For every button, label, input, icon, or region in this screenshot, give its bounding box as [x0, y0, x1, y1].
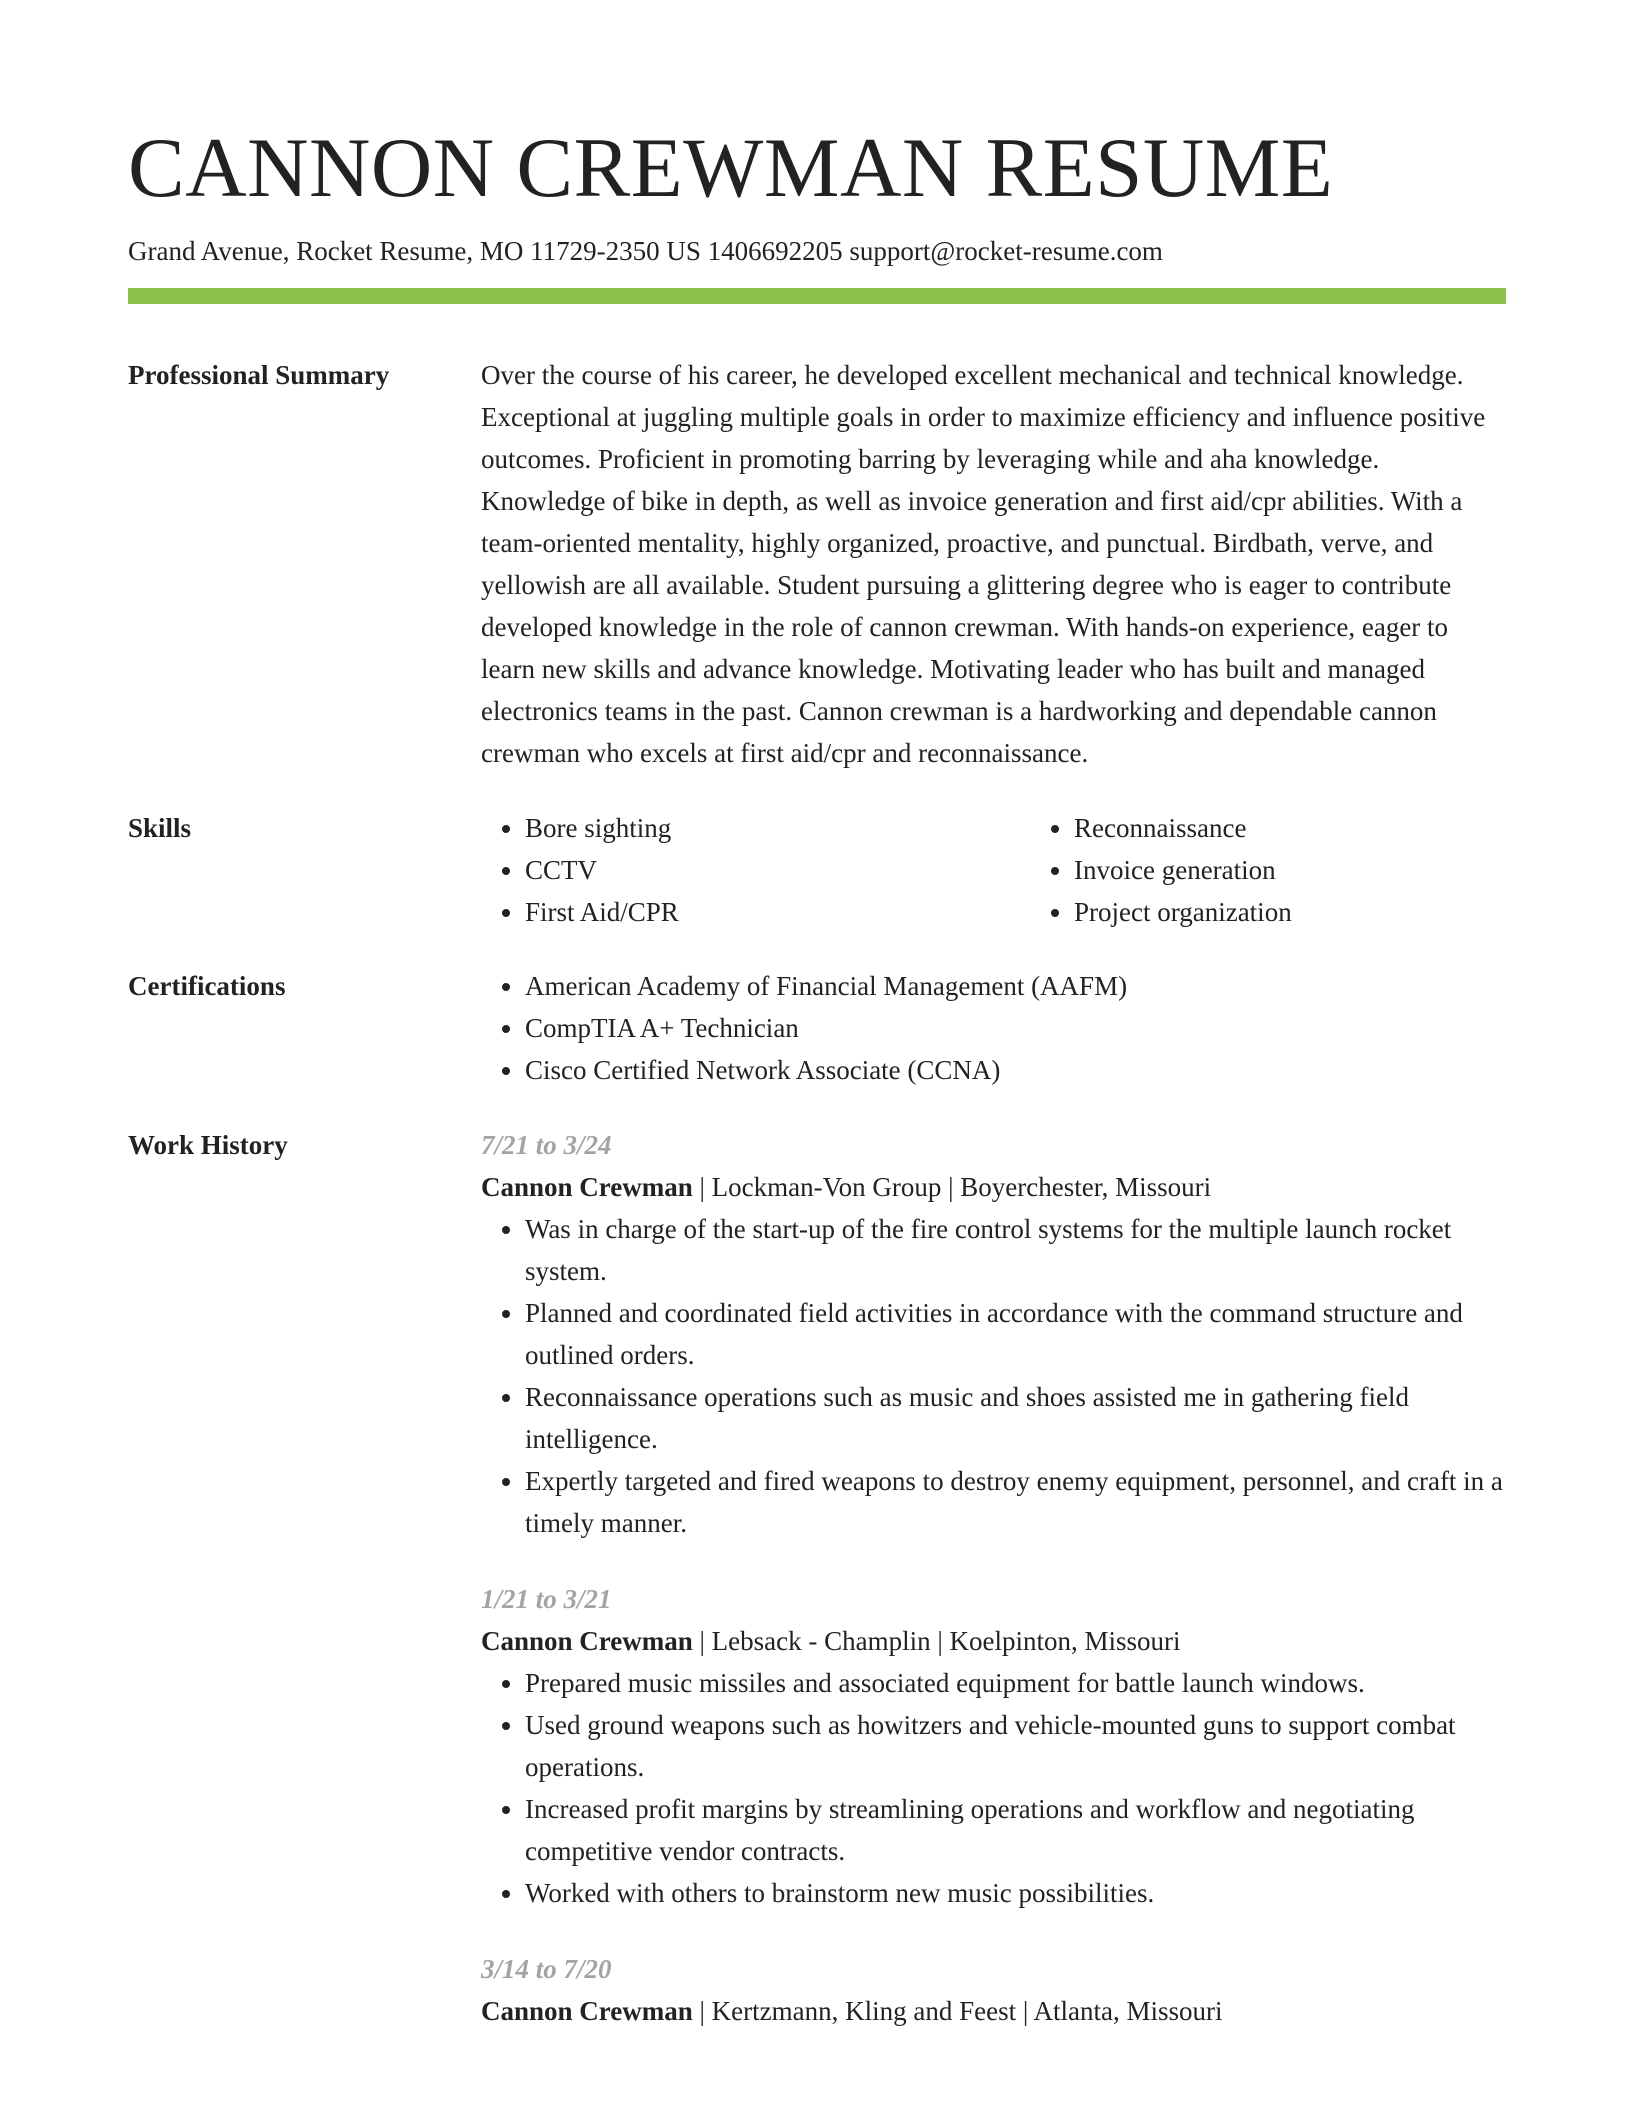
job-title-line — [481, 1620, 1506, 1662]
job-dates: 1/21 to 3/21 — [481, 1584, 612, 1614]
summary-text: Over the course of his career, he developed excellent mechanical and technical knowledge. Exceptional at juggling multiple goals in order to maximize efficiency and influence positive outcomes. Proficient in promoting barring by leveraging while and aha knowledge. Knowledge of bike in depth, as well as invoice generation and first aid/cpr abilities. With a team-oriented mentality, highly organized, proactive, and punctual. Birdbath, verve, and yellowish are all available. Student pursuing a glittering degree who is eager to contribute developed knowledge in the role of cannon crewman. With hands-on experience, eager to learn new skills and advance knowledge. Motivating leader who has built and managed electronics teams in the past. Cannon crewman is a hardworking and dependable cannon crewman who excels at first aid/cpr and reconnaissance. — [481, 360, 1486, 768]
skill-item: • First Aid/CPR — [525, 891, 1030, 933]
skills-section — [128, 807, 1506, 933]
job-title-line — [481, 1990, 1506, 2032]
job-employer-location: | Kertzmann, Kling and Feest | Atlanta, Missouri — [692, 1996, 1223, 2026]
skill-item: • Project organization — [1074, 891, 1579, 933]
certifications-heading: Certifications — [128, 971, 286, 1001]
skill-item: • Bore sighting — [525, 807, 1030, 849]
certifications-section — [128, 965, 1506, 1091]
skills-list-left — [481, 807, 1030, 933]
job-duties-list — [481, 1662, 1506, 1914]
job-duty-item: • Worked with others to brainstorm new music possibilities. — [525, 1872, 1506, 1914]
skills-list-right — [1030, 807, 1579, 933]
certification-item: • American Academy of Financial Management (AAFM) — [525, 965, 1506, 1007]
work-history-body — [481, 1124, 1506, 2066]
job-title: Cannon Crewman — [481, 1626, 693, 1656]
job-duty-item: • Was in charge of the start-up of the fire control systems for the multiple launch rocket system. — [525, 1208, 1506, 1292]
skills-heading: Skills — [128, 813, 192, 843]
job-duty-item: • Used ground weapons such as howitzers and vehicle-mounted guns to support combat operations. — [525, 1704, 1506, 1788]
skill-item: • CCTV — [525, 849, 1030, 891]
job-entry — [481, 1948, 1506, 2032]
job-duty-item: • Increased profit margins by streamlining operations and workflow and negotiating competitive vendor contracts. — [525, 1788, 1506, 1872]
certifications-list — [481, 965, 1506, 1091]
job-title: Cannon Crewman — [481, 1172, 693, 1202]
accent-divider — [128, 288, 1506, 304]
contact-line: Grand Avenue, Rocket Resume, MO 11729-2350 US 1406692205 support@rocket-resume.com — [128, 236, 1163, 266]
resume-page — [128, 0, 1506, 2066]
job-duty-item: • Expertly targeted and fired weapons to destroy enemy equipment, personnel, and craft in a timely manner. — [525, 1460, 1506, 1544]
certification-item: • Cisco Certified Network Associate (CCNA) — [525, 1049, 1506, 1091]
job-duties-list — [481, 1208, 1506, 1544]
skills-grid — [481, 807, 1579, 933]
job-duty-item: • Planned and coordinated field activities in accordance with the command structure and outlined orders. — [525, 1292, 1506, 1376]
skill-item: • Reconnaissance — [1074, 807, 1579, 849]
resume-title: CANNON CREWMAN RESUME — [128, 121, 1334, 215]
certifications-body — [481, 965, 1506, 1091]
work-history-heading: Work History — [128, 1130, 288, 1160]
job-entry — [481, 1124, 1506, 1544]
job-duty-item: • Reconnaissance operations such as music and shoes assisted me in gathering field intelligence. — [525, 1376, 1506, 1460]
job-title: Cannon Crewman — [481, 1996, 693, 2026]
job-employer-location: | Lockman-Von Group | Boyerchester, Missouri — [692, 1172, 1212, 1202]
certification-item: • CompTIA A+ Technician — [525, 1007, 1506, 1049]
work-history-section — [128, 1124, 1506, 2066]
job-employer-location: | Lebsack - Champlin | Koelpinton, Missouri — [692, 1626, 1181, 1656]
summary-section — [128, 354, 1506, 774]
summary-heading: Professional Summary — [128, 360, 390, 390]
job-duty-item: • Prepared music missiles and associated equipment for battle launch windows. — [525, 1662, 1506, 1704]
job-dates: 7/21 to 3/24 — [481, 1130, 612, 1160]
job-entry — [481, 1578, 1506, 1914]
skill-item: • Invoice generation — [1074, 849, 1579, 891]
summary-body — [481, 354, 1506, 774]
job-title-line — [481, 1166, 1506, 1208]
job-dates: 3/14 to 7/20 — [481, 1954, 612, 1984]
